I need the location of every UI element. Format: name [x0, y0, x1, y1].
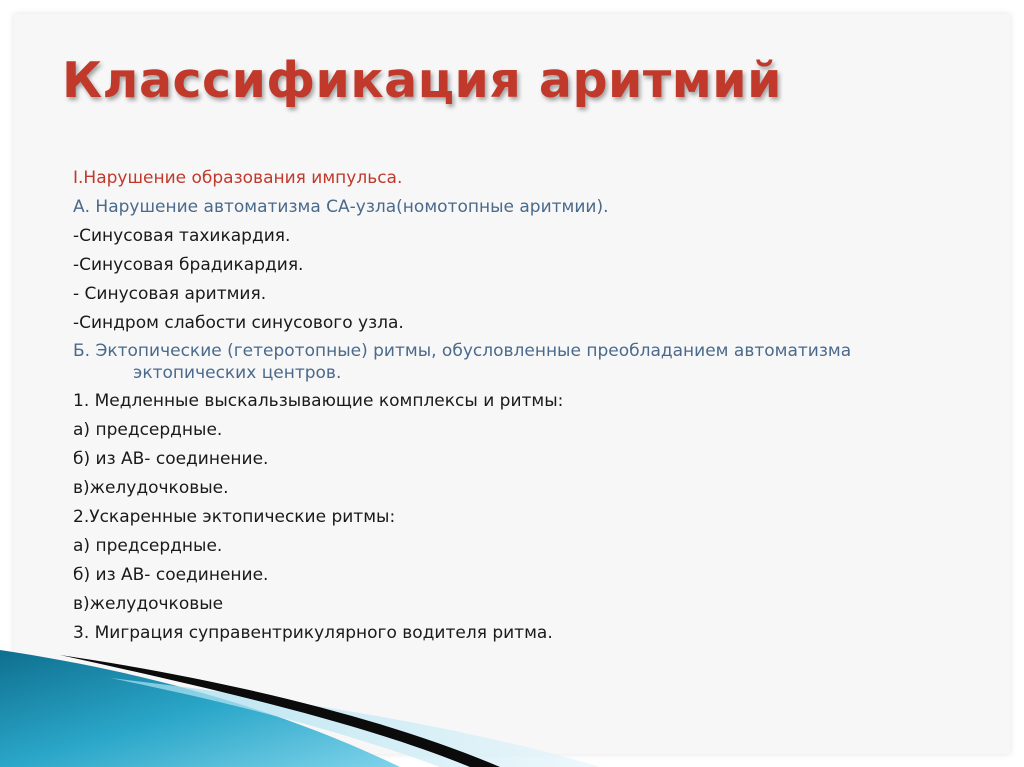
list-item-text: I.Нарушение образования импульса.: [73, 168, 403, 188]
list-item-text: в)желудочковые.: [73, 478, 229, 498]
list-item: [73, 340, 973, 384]
list-item-text: 2.Ускаренные эктопические ритмы:: [73, 507, 396, 527]
list-item-continuation: эктопических центров.: [133, 363, 342, 383]
slide-title: Классификация аритмий: [62, 52, 782, 109]
list-item-text: 3. Миграция суправентрикулярного водителя ритма.: [73, 623, 553, 643]
list-item-text: б) из АВ- соединение.: [73, 449, 269, 469]
list-item: [73, 418, 973, 442]
list-item-text: 1. Медленные выскальзывающие комплексы и ритмы:: [73, 391, 564, 411]
list-item-text: б) из АВ- соединение.: [73, 565, 269, 585]
list-item: [73, 534, 973, 558]
list-item: [73, 447, 973, 471]
list-item-text: а) предсердные.: [73, 420, 223, 440]
list-item: [73, 253, 973, 277]
list-item: [73, 282, 973, 306]
list-item: [73, 224, 973, 248]
list-item-text: -Синусовая тахикардия.: [73, 226, 291, 246]
classification-list: [73, 166, 973, 650]
list-item: [73, 505, 973, 529]
list-item: [73, 195, 973, 219]
list-item-text: Б. Эктопические (гетеротопные) ритмы, обусловленные преобладанием автоматизма: [73, 341, 852, 361]
list-item-text: а) предсердные.: [73, 536, 223, 556]
list-item: [73, 311, 973, 335]
list-item-text: -Синусовая брадикардия.: [73, 255, 304, 275]
list-item: [73, 389, 973, 413]
list-item-text: -Синдром слабости синусового узла.: [73, 313, 404, 333]
list-item: [73, 621, 973, 645]
list-item-text: в)желудочковые: [73, 594, 224, 614]
list-item: [73, 563, 973, 587]
list-item-text: А. Нарушение автоматизма СА-узла(номотопные аритмии).: [73, 197, 609, 217]
list-item-text: - Синусовая аритмия.: [73, 284, 267, 304]
list-item: [73, 592, 973, 616]
list-item: [73, 476, 973, 500]
list-item: [73, 166, 973, 190]
